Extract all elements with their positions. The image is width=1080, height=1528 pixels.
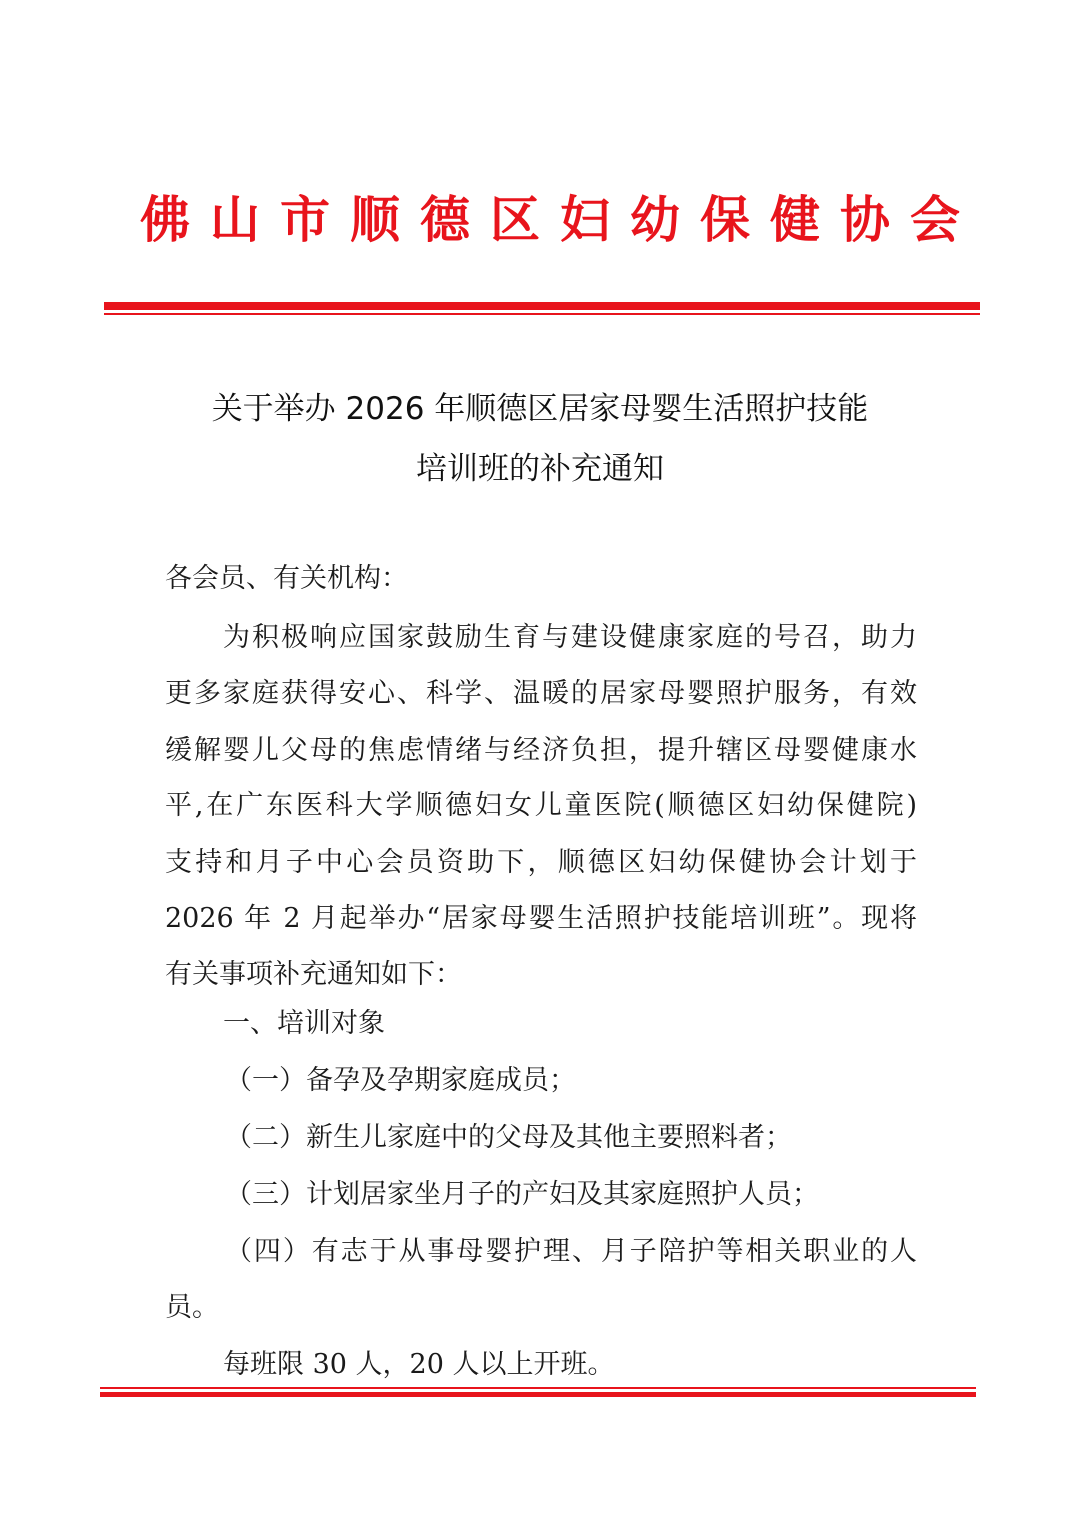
intro-paragraph-line: 平,在广东医科大学顺德妇女儿童医院(顺德区妇幼保健院)	[165, 790, 917, 821]
list-item: （一）备孕及孕期家庭成员；	[225, 1065, 576, 1096]
letterhead-title: 佛山市顺德区妇幼保健协会	[140, 190, 980, 249]
section-heading: 一、培训对象	[223, 1008, 385, 1039]
list-item: （二）新生儿家庭中的父母及其他主要照料者；	[225, 1122, 792, 1153]
footer-divider	[100, 1387, 976, 1389]
document-title-line-1: 关于举办 2026 年顺德区居家母婴生活照护技能	[211, 391, 869, 427]
intro-paragraph-line: 2026 年 2 月起举办“居家母婴生活照护技能培训班”。现将	[165, 903, 917, 934]
intro-paragraph-line: 有关事项补充通知如下：	[165, 959, 462, 990]
list-item: （三）计划居家坐月子的产妇及其家庭照护人员；	[225, 1179, 819, 1210]
intro-paragraph-line: 更多家庭获得安心、科学、温暖的居家母婴照护服务，有效	[165, 678, 917, 709]
class-size-note: 每班限 30 人，20 人以上开班。	[223, 1349, 615, 1380]
intro-paragraph-line: 为积极响应国家鼓励生育与建设健康家庭的号召，助力	[223, 622, 917, 653]
list-item: （四）有志于从事母婴护理、月子陪护等相关职业的人	[225, 1236, 917, 1267]
salutation: 各会员、有关机构：	[165, 563, 408, 594]
document-title-line-2: 培训班的补充通知	[416, 451, 664, 487]
letterhead-divider-top	[104, 302, 980, 310]
intro-paragraph-line: 支持和月子中心会员资助下，顺德区妇幼保健协会计划于	[165, 847, 917, 878]
intro-paragraph-line: 缓解婴儿父母的焦虑情绪与经济负担，提升辖区母婴健康水	[165, 735, 917, 766]
list-item-continuation: 员。	[165, 1292, 219, 1323]
